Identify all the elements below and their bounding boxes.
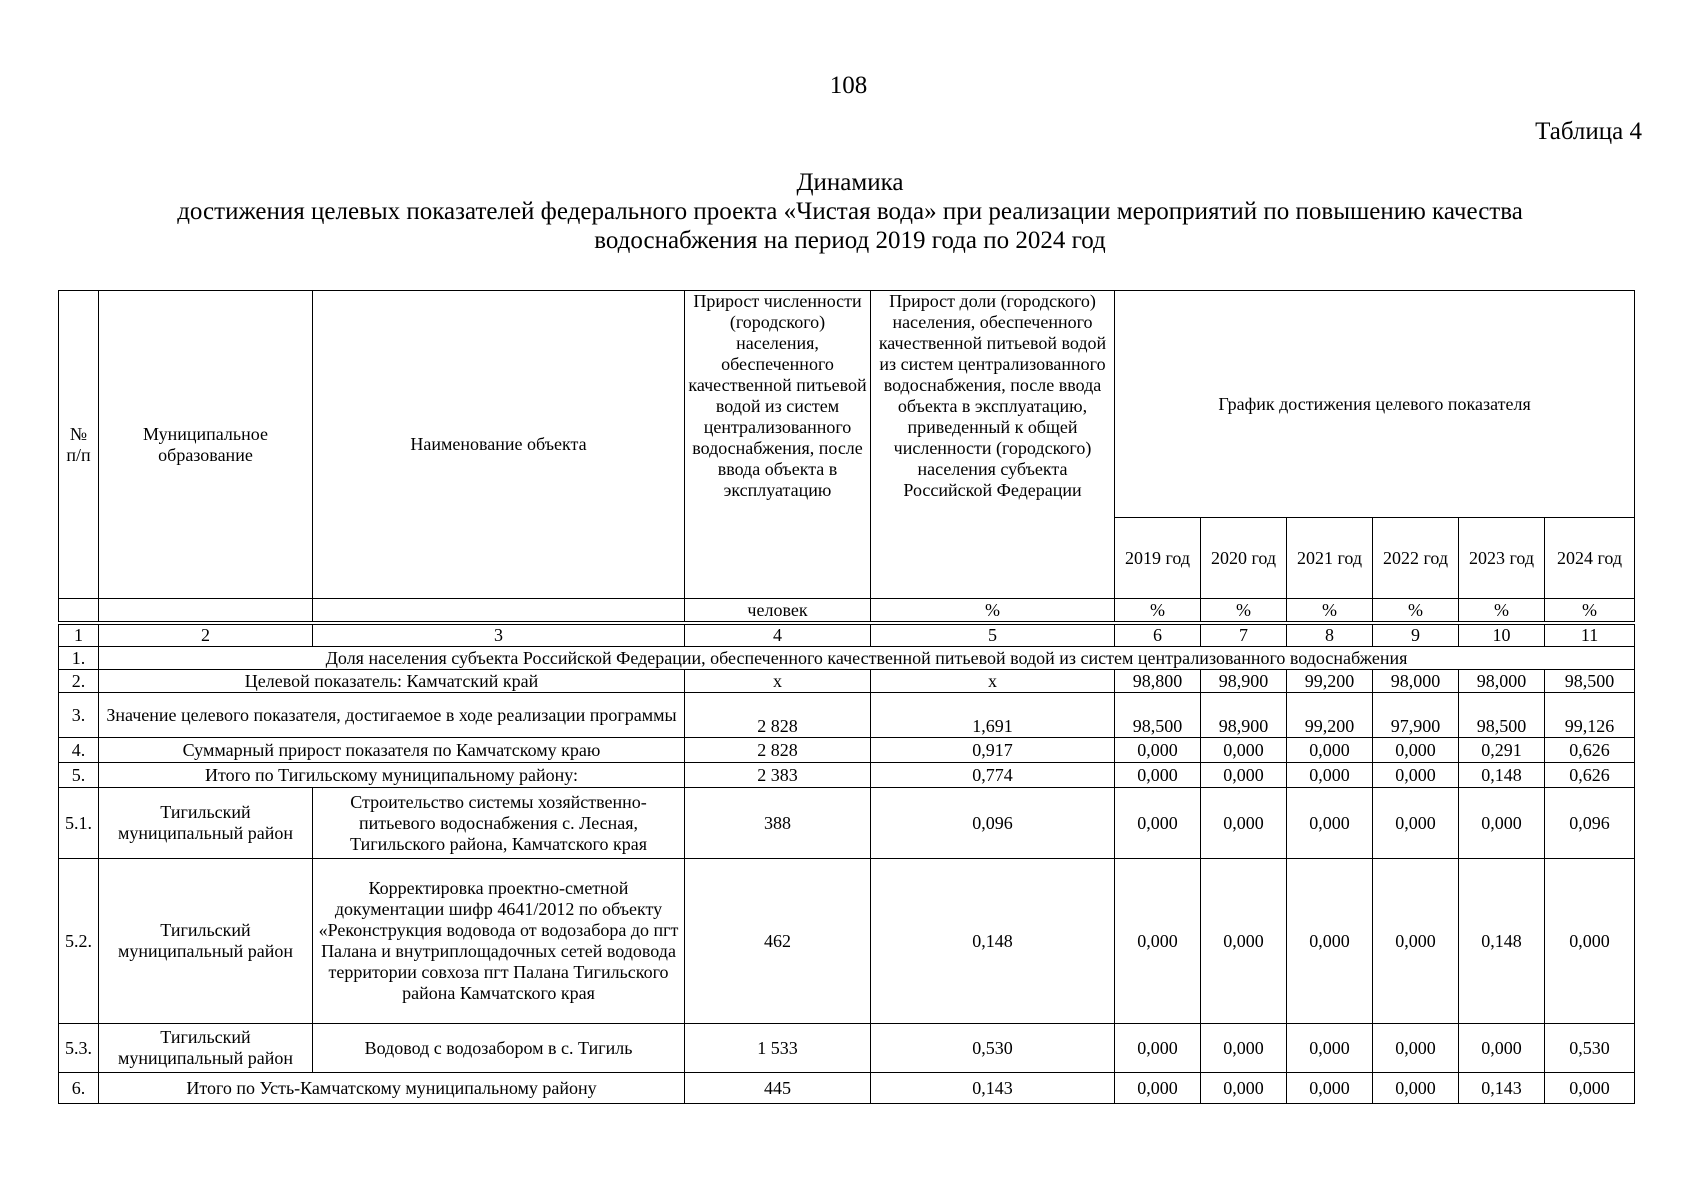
indicators-table [58,290,1635,1104]
cell-2024: 99,126 [1545,693,1635,738]
col-number: 1 [59,625,99,647]
table-row [59,670,1635,693]
cell-2022: 0,000 [1373,738,1459,763]
cell-2019: 0,000 [1115,1073,1201,1104]
header-municipality: Муниципальное образование [99,291,313,599]
header-schedule: График достижения целевого показателя [1115,291,1635,518]
title-line-3: водоснабжения на период 2019 года по 2024 год [594,227,1106,254]
cell-2022: 0,000 [1373,763,1459,788]
header-population-growth: Прирост численности (городского) населения, обеспеченного качественной питьевой водой из систем централизованного водоснабжения, после ввода объекта в эксплуатацию [685,291,871,599]
unit-pct: % [1545,599,1635,622]
cell-2023: 0,291 [1459,738,1545,763]
units-row [59,599,1635,622]
row-text: Итого по Тигильскому муниципальному району: [99,763,685,788]
cell-2023: 0,143 [1459,1073,1545,1104]
cell-2019: 0,000 [1115,859,1201,1024]
cell-2023: 0,000 [1459,1024,1545,1073]
row-text: Итого по Усть-Камчатскому муниципальному району [99,1073,685,1104]
cell-2022: 0,000 [1373,859,1459,1024]
cell-2023: 0,000 [1459,788,1545,859]
cell-municipality: Тигильский муниципальный район [99,1024,313,1073]
row-text: Доля населения субъекта Российской Федерации, обеспеченного качественной питьевой водой из систем централизованного водоснабжения [99,647,1635,670]
cell-object: Строительство системы хозяйственно-питьевого водоснабжения с. Лесная, Тигильского района, Камчатского края [313,788,685,859]
cell-2019: 0,000 [1115,788,1201,859]
cell-2020: 98,900 [1201,670,1287,693]
unit-pct: % [1115,599,1201,622]
row-num: 6. [59,1073,99,1104]
row-num: 2. [59,670,99,693]
col-number: 3 [313,625,685,647]
cell-object: Водовод с водозабором в с. Тигиль [313,1024,685,1073]
cell-population: 445 [685,1073,871,1104]
cell-2023: 0,148 [1459,859,1545,1024]
header-share-growth: Прирост доли (городского) населения, обеспеченного качественной питьевой водой из систем централизованного водоснабжения, после ввода объекта в эксплуатацию, приведенный к общей численности (городского) населения субъекта Российской Федерации [871,291,1115,599]
cell-2024: 0,530 [1545,1024,1635,1073]
cell-2024: 0,626 [1545,738,1635,763]
cell-2020: 0,000 [1201,1073,1287,1104]
cell-share: х [871,670,1115,693]
row-num: 3. [59,693,99,738]
table-row [59,647,1635,670]
header-year-2023: 2023 год [1459,518,1545,599]
cell-2021: 99,200 [1287,693,1373,738]
col-number: 11 [1545,625,1635,647]
cell-2022: 98,000 [1373,670,1459,693]
document-title [60,168,1640,255]
cell-2019: 0,000 [1115,1024,1201,1073]
table-row [59,859,1635,1024]
cell-2019: 0,000 [1115,763,1201,788]
col-number: 8 [1287,625,1373,647]
header-year-2020: 2020 год [1201,518,1287,599]
unit-people: человек [685,599,871,622]
cell-2020: 0,000 [1201,1024,1287,1073]
cell-share: 0,774 [871,763,1115,788]
title-line-2: достижения целевых показателей федерального проекта «Чистая вода» при реализации мероприятий по повышению качества [177,198,1523,225]
cell-2022: 97,900 [1373,693,1459,738]
cell-share: 1,691 [871,693,1115,738]
cell-2020: 0,000 [1201,738,1287,763]
cell-municipality: Тигильский муниципальный район [99,788,313,859]
cell-share: 0,143 [871,1073,1115,1104]
cell-2021: 99,200 [1287,670,1373,693]
cell-2022: 0,000 [1373,1073,1459,1104]
header-row [59,291,1635,518]
cell-2022: 0,000 [1373,1024,1459,1073]
cell-share: 0,148 [871,859,1115,1024]
row-num: 5.2. [59,859,99,1024]
header-year-2024: 2024 год [1545,518,1635,599]
cell-2024: 0,000 [1545,1073,1635,1104]
header-object: Наименование объекта [313,291,685,599]
cell-2020: 0,000 [1201,859,1287,1024]
header-num: № п/п [59,291,99,599]
unit-pct: % [1459,599,1545,622]
cell-2021: 0,000 [1287,788,1373,859]
table-row [59,788,1635,859]
cell-2021: 0,000 [1287,859,1373,1024]
cell-2019: 0,000 [1115,738,1201,763]
cell-population: 2 828 [685,738,871,763]
row-text: Значение целевого показателя, достигаемое в ходе реализации программы [99,693,685,738]
cell-population: х [685,670,871,693]
col-number: 2 [99,625,313,647]
cell-municipality: Тигильский муниципальный район [99,859,313,1024]
col-number: 6 [1115,625,1201,647]
cell-2024: 0,000 [1545,859,1635,1024]
row-num: 5. [59,763,99,788]
unit-pct: % [1201,599,1287,622]
title-line-1: Динамика [796,169,904,196]
cell-2020: 0,000 [1201,763,1287,788]
table-row [59,763,1635,788]
cell-2023: 0,148 [1459,763,1545,788]
col-number: 4 [685,625,871,647]
row-text: Суммарный прирост показателя по Камчатскому краю [99,738,685,763]
cell-2023: 98,500 [1459,693,1545,738]
header-year-2022: 2022 год [1373,518,1459,599]
cell-2022: 0,000 [1373,788,1459,859]
cell-population: 1 533 [685,1024,871,1073]
cell-2021: 0,000 [1287,738,1373,763]
row-num: 1. [59,647,99,670]
cell-2019: 98,500 [1115,693,1201,738]
cell-2024: 0,626 [1545,763,1635,788]
table-row [59,1073,1635,1104]
cell-population: 2 828 [685,693,871,738]
table-label: Таблица 4 [1535,118,1642,145]
unit-pct: % [1373,599,1459,622]
row-num: 4. [59,738,99,763]
row-num: 5.1. [59,788,99,859]
row-text: Целевой показатель: Камчатский край [99,670,685,693]
cell-2024: 0,096 [1545,788,1635,859]
row-num: 5.3. [59,1024,99,1073]
cell-2020: 0,000 [1201,788,1287,859]
cell-2021: 0,000 [1287,1024,1373,1073]
cell-population: 2 383 [685,763,871,788]
table-row [59,738,1635,763]
cell-2020: 98,900 [1201,693,1287,738]
column-numbers-row [59,625,1635,647]
cell-2021: 0,000 [1287,1073,1373,1104]
cell-2023: 98,000 [1459,670,1545,693]
cell-2024: 98,500 [1545,670,1635,693]
cell-share: 0,096 [871,788,1115,859]
col-number: 9 [1373,625,1459,647]
header-year-2019: 2019 год [1115,518,1201,599]
header-year-2021: 2021 год [1287,518,1373,599]
cell-object: Корректировка проектно-сметной документации шифр 4641/2012 по объекту «Реконструкция водовода от водозабора до пгт Палана и внутриплощадочных сетей водовода территории совхоза пгт Палана Тигильского района Камчатского края [313,859,685,1024]
col-number: 10 [1459,625,1545,647]
cell-share: 0,530 [871,1024,1115,1073]
unit-pct: % [871,599,1115,622]
table-row [59,693,1635,738]
cell-population: 388 [685,788,871,859]
table-row [59,1024,1635,1073]
cell-2021: 0,000 [1287,763,1373,788]
cell-2019: 98,800 [1115,670,1201,693]
unit-pct: % [1287,599,1373,622]
page-number: 108 [829,72,868,99]
col-number: 7 [1201,625,1287,647]
cell-population: 462 [685,859,871,1024]
col-number: 5 [871,625,1115,647]
cell-share: 0,917 [871,738,1115,763]
